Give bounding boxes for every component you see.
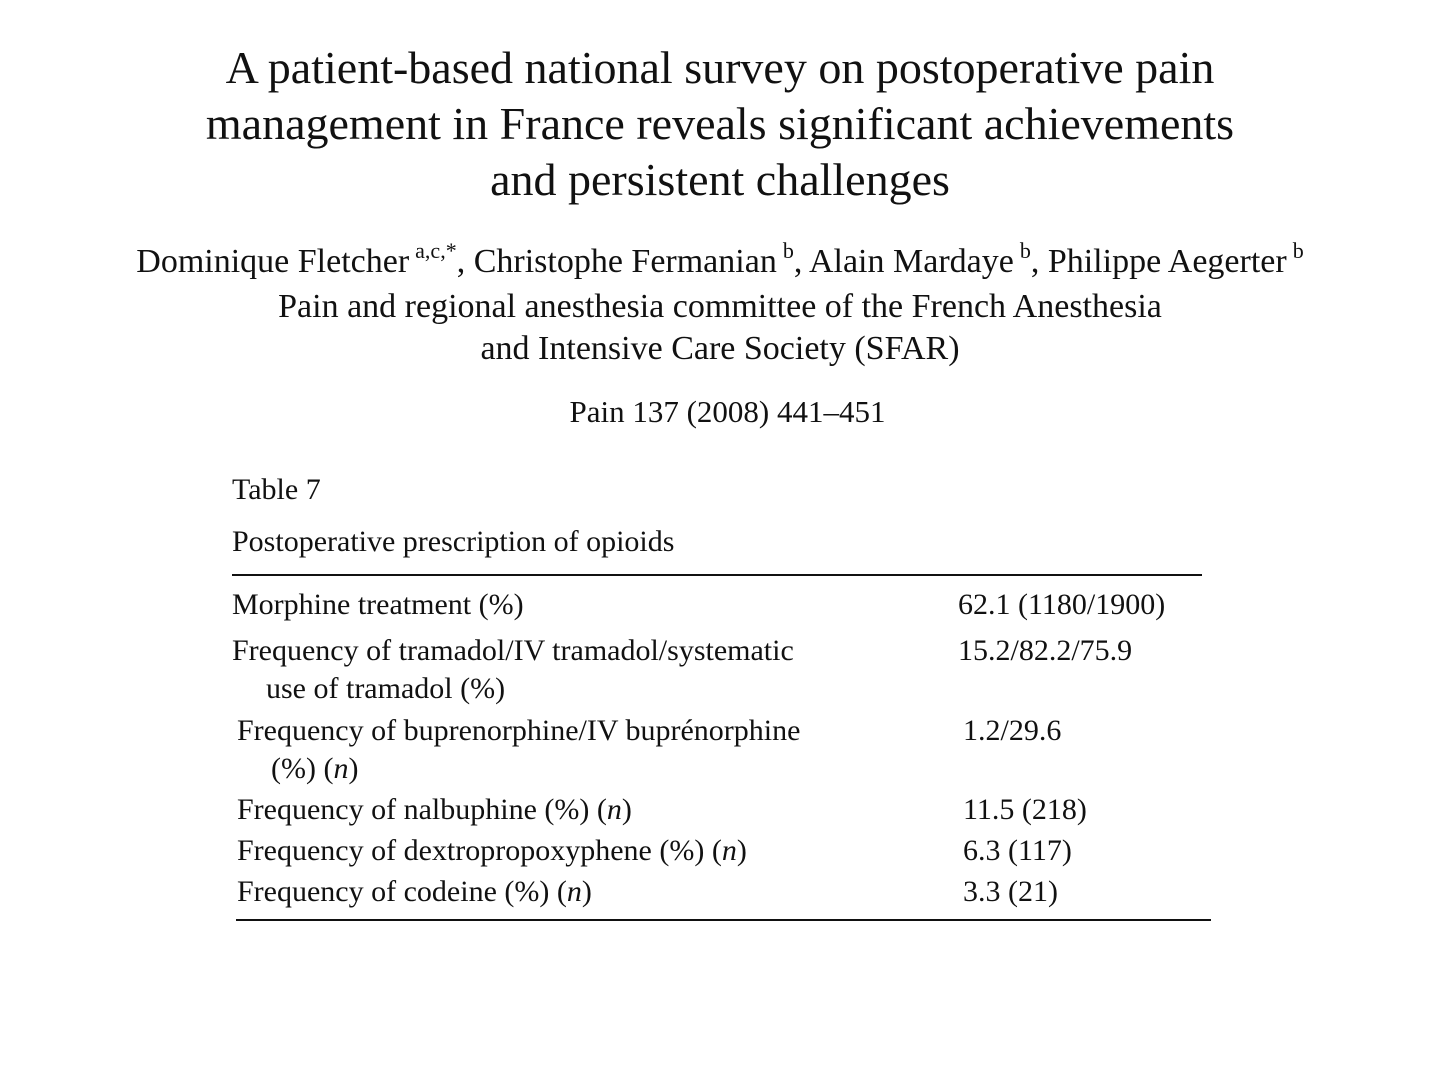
- author-affiliation-mark: a,c,*: [415, 238, 457, 263]
- table-body: [232, 576, 1207, 911]
- author-name: Dominique Fletcher: [136, 243, 410, 280]
- title-line-3: and persistent challenges: [490, 154, 950, 205]
- title-line-1: A patient-based national survey on postoperative pain: [225, 42, 1215, 93]
- row-label: [237, 832, 963, 870]
- row-label: [237, 791, 963, 829]
- table-row: [232, 832, 1207, 870]
- row-label: [232, 586, 958, 624]
- author-separator: ,: [793, 243, 809, 280]
- row-label: [237, 873, 963, 911]
- affiliation: [0, 286, 1440, 370]
- row-value: 62.1 (1180/1900): [958, 588, 1166, 621]
- table-row: [232, 586, 1207, 624]
- row-value: 15.2/82.2/75.9: [958, 634, 1133, 667]
- row-label-line: Frequency of dextropropoxyphene (%) (n): [237, 834, 747, 867]
- row-label-line: Frequency of tramadol/IV tramadol/systematic: [232, 634, 794, 667]
- author-name: Alain Mardaye: [808, 243, 1014, 280]
- row-label: [237, 712, 963, 788]
- author-affiliation-mark: b: [1292, 238, 1304, 263]
- author-name: Philippe Aegerter: [1047, 243, 1287, 280]
- affiliation-line-1: Pain and regional anesthesia committee of the French Anesthesia: [278, 288, 1162, 325]
- journal-citation: Pain 137 (2008) 441–451: [569, 394, 886, 429]
- author-list: [0, 240, 1440, 284]
- table-label: Table 7: [232, 473, 321, 506]
- row-label-line: Frequency of nalbuphine (%) (n): [237, 793, 632, 826]
- table-row: [232, 791, 1207, 829]
- paper-title: [0, 40, 1440, 208]
- table-7: [232, 472, 1207, 921]
- author-affiliation-mark: b: [1019, 238, 1031, 263]
- row-label: [232, 632, 958, 708]
- author-separator: ,: [456, 243, 474, 280]
- row-value: 3.3 (21): [963, 875, 1058, 908]
- table-row: [232, 712, 1207, 788]
- author-name: Christophe Fermanian: [473, 243, 777, 280]
- table-bottom-rule: [236, 919, 1211, 921]
- table-caption: Postoperative prescription of opioids: [232, 525, 675, 558]
- author-affiliation-mark: b: [782, 238, 794, 263]
- author-separator: ,: [1030, 243, 1048, 280]
- row-label-line: Frequency of buprenorphine/IV buprénorphine: [237, 714, 801, 747]
- row-label-line: use of tramadol (%): [266, 672, 506, 705]
- row-value: 1.2/29.6: [963, 714, 1062, 747]
- affiliation-line-2: and Intensive Care Society (SFAR): [480, 330, 960, 367]
- row-label-line: (%) (n): [271, 752, 359, 785]
- table-row: [232, 632, 1207, 708]
- row-value: 6.3 (117): [963, 834, 1072, 867]
- row-label-line: Morphine treatment (%): [232, 588, 524, 621]
- title-line-2: management in France reveals significant achievements: [205, 98, 1235, 149]
- row-value: 11.5 (218): [963, 793, 1087, 826]
- row-label-line: Frequency of codeine (%) (n): [237, 875, 592, 908]
- table-row: [232, 873, 1207, 911]
